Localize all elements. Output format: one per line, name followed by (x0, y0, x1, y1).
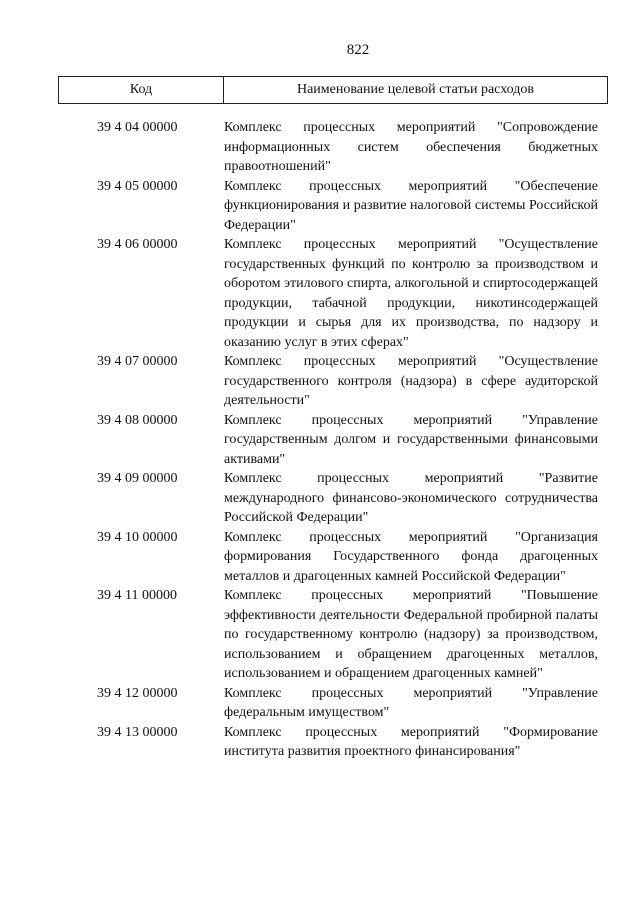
row-description: Комплекс процессных мероприятий "Осуществление государственного контроля (надзора) в сфере аудиторской деятельности" (224, 354, 598, 408)
row-code: 39 4 04 00000 (97, 120, 178, 135)
table-row (0, 352, 640, 411)
row-description: Комплекс процессных мероприятий "Организация формирования Государственного фонда драгоценных металлов и драгоценных камней Российской Федерации" (224, 529, 598, 584)
table-header (58, 76, 608, 104)
table-row (0, 723, 640, 762)
row-code: 39 4 08 00000 (97, 412, 178, 428)
row-description: Комплекс процессных мероприятий "Повышение эффективности деятельности Федеральной пробирной палаты по государственному контролю (надзору) за производством, использованием и обращением драгоценных металлов, использованием и обращением драгоценных камней" (224, 588, 598, 681)
column-header-name: Наименование целевой статьи расходов (296, 82, 535, 97)
row-code: 39 4 10 00000 (97, 529, 178, 545)
row-description: Комплекс процессных мероприятий "Управление федеральным имуществом" (224, 685, 598, 720)
table-body (0, 118, 640, 762)
table-row (0, 235, 640, 352)
row-code: 39 4 12 00000 (97, 685, 178, 701)
row-code: 39 4 09 00000 (97, 471, 178, 486)
table-row (0, 586, 640, 684)
column-header-code: Код (59, 77, 224, 103)
row-description: Комплекс процессных мероприятий "Сопровождение информационных систем обеспечения бюджетных правоотношений" (224, 120, 598, 174)
row-description: Комплекс процессных мероприятий "Развитие международного финансово-экономического сотрудничества Российской Федерации" (224, 471, 598, 525)
row-code: 39 4 07 00000 (97, 354, 178, 369)
row-code: 39 4 13 00000 (97, 724, 178, 740)
row-code: 39 4 06 00000 (97, 237, 178, 252)
row-code: 39 4 11 00000 (97, 588, 177, 603)
row-description: Комплекс процессных мероприятий "Обеспечение функционирования и развитие налоговой системы Российской Федерации" (224, 178, 598, 233)
table-row (0, 469, 640, 528)
row-description: Комплекс процессных мероприятий "Формирование института развития проектного финансирования" (224, 724, 598, 759)
table-row (0, 411, 640, 470)
table-row (0, 177, 640, 236)
page-number: 822 (346, 42, 370, 58)
table-row (0, 528, 640, 587)
table-row (0, 684, 640, 723)
row-description: Комплекс процессных мероприятий "Управление государственным долгом и государственными финансовыми активами" (224, 412, 598, 467)
row-code: 39 4 05 00000 (97, 178, 178, 194)
table-row (0, 118, 640, 177)
row-description: Комплекс процессных мероприятий "Осуществление государственных функций по контролю за производством и оборотом этилового спирта, алкогольной и спиртосодержащей продукции, табачной продукции, никотинсодержащей продукции и сырья для их производства, по надзору и оказанию услуг в этих сферах" (224, 237, 598, 350)
